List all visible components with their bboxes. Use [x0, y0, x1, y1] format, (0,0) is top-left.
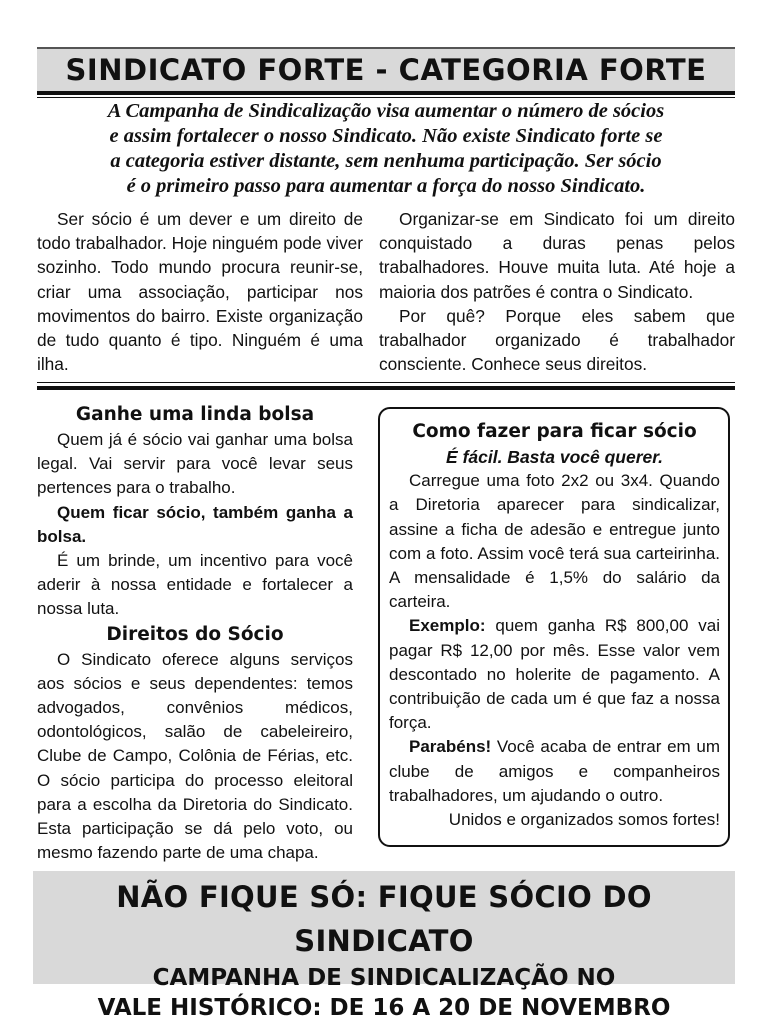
middle-rule-thin [37, 382, 735, 383]
direitos-paragraph: O Sindicato oferece alguns serviços aos sócios e seus dependentes: temos advogados, convênios médicos, odontológicos, salão de cabeleireiro, Clube de Campo, Colônia de Férias, etc. O sócio participa do processo eleitoral para a escolha da Diretoria do Sindicato. Esta participação se dá pelo voto, ou mesmo fazendo parte de uma chapa. [37, 649, 353, 863]
intro-line-2: e assim fortalecer o nosso Sindicato. Não existe Sindicato forte se [109, 125, 663, 147]
bolsa-heading: Ganhe uma linda bolsa [75, 404, 315, 425]
footer-banner [33, 871, 735, 1021]
box-subtitle: É fácil. Basta você querer. [446, 447, 663, 467]
por-que-paragraph: Por quê? Porque eles sabem que trabalhador organizado é trabalhador consciente. Conhece seus direitos. [379, 305, 735, 375]
column-left-top [37, 207, 363, 376]
parabens-label: Parabéns! [409, 737, 492, 757]
box-paragraph-2 [389, 614, 720, 735]
page-title: SINDICATO FORTE - CATEGORIA FORTE [65, 53, 707, 87]
box-paragraph-1: Carregue uma foto 2x2 ou 3x4. Quando a Diretoria aparecer para sindicalizar, assine a ficha de adesão e entregue junto com a foto. Assim você terá sua carteirinha. A mensalidade é 1,5% do salário da carteira. [389, 471, 720, 612]
footer-line-1: NÃO FIQUE SÓ: FIQUE SÓCIO DO SINDICATO [116, 880, 652, 958]
parabens-text: Você acaba de entrar em um clube de amigos e companheiros trabalhadores, um ajudando o outro. [389, 737, 720, 805]
box-paragraph-4: Unidos e organizados somos fortes! [448, 810, 720, 830]
como-ficar-socio-box [378, 407, 730, 847]
intro-paragraph [37, 99, 735, 199]
bolsa-paragraph-1: Quem já é sócio vai ganhar uma bolsa legal. Vai servir para você levar seus pertences para o trabalho. [37, 430, 353, 498]
bolsa-bold-text: Quem ficar sócio, também ganha a bolsa. [37, 502, 353, 546]
socio-dever-paragraph: Ser sócio é um dever e um direito de todo trabalhador. Hoje ninguém pode viver sozinho. Todo mundo procura reunir-se, criar uma associação, participar nos movimentos do bairro. Existe organização de tudo quanto é tipo. Ninguém é uma ilha. [37, 209, 363, 375]
bolsa-paragraph-3: É um brinde, um incentivo para você aderir à nossa entidade e fortalecer a nossa luta. [37, 551, 353, 619]
direitos-heading: Direitos do Sócio [106, 623, 284, 645]
box-paragraph-3 [389, 735, 720, 808]
header-rule-thick [37, 91, 735, 95]
intro-line-3: a categoria estiver distante, sem nenhuma participação. Ser sócio [110, 150, 662, 172]
bolsa-paragraph-2 [37, 501, 353, 549]
header-banner [37, 47, 735, 91]
column-left-bottom [37, 402, 353, 865]
footer-line-2: CAMPANHA DE SINDICALIZAÇÃO NO [152, 965, 616, 991]
column-right-top [379, 207, 735, 376]
header-rule-thin [37, 97, 735, 98]
exemplo-label: Exemplo: [409, 616, 486, 636]
box-heading: Como fazer para ficar sócio [412, 421, 697, 442]
middle-rule-thick [37, 386, 735, 390]
footer-line-3: VALE HISTÓRICO: DE 16 A 20 DE NOVEMBRO [97, 995, 671, 1021]
exemplo-text: quem ganha R$ 800,00 vai pagar R$ 12,00 por mês. Esse valor vem descontado no holerite de pagamento. A contribuição de cada um é que faz a nossa força. [389, 616, 720, 733]
intro-line-4: é o primeiro passo para aumentar a força do nosso Sindicato. [126, 175, 646, 197]
organizar-paragraph: Organizar-se em Sindicato foi um direito conquistado a duras penas pelos trabalhadores. Houve muita luta. Até hoje a maioria dos patrões é contra o Sindicato. [379, 209, 735, 302]
intro-line-1: A Campanha de Sindicalização visa aumentar o número de sócios [107, 100, 665, 122]
